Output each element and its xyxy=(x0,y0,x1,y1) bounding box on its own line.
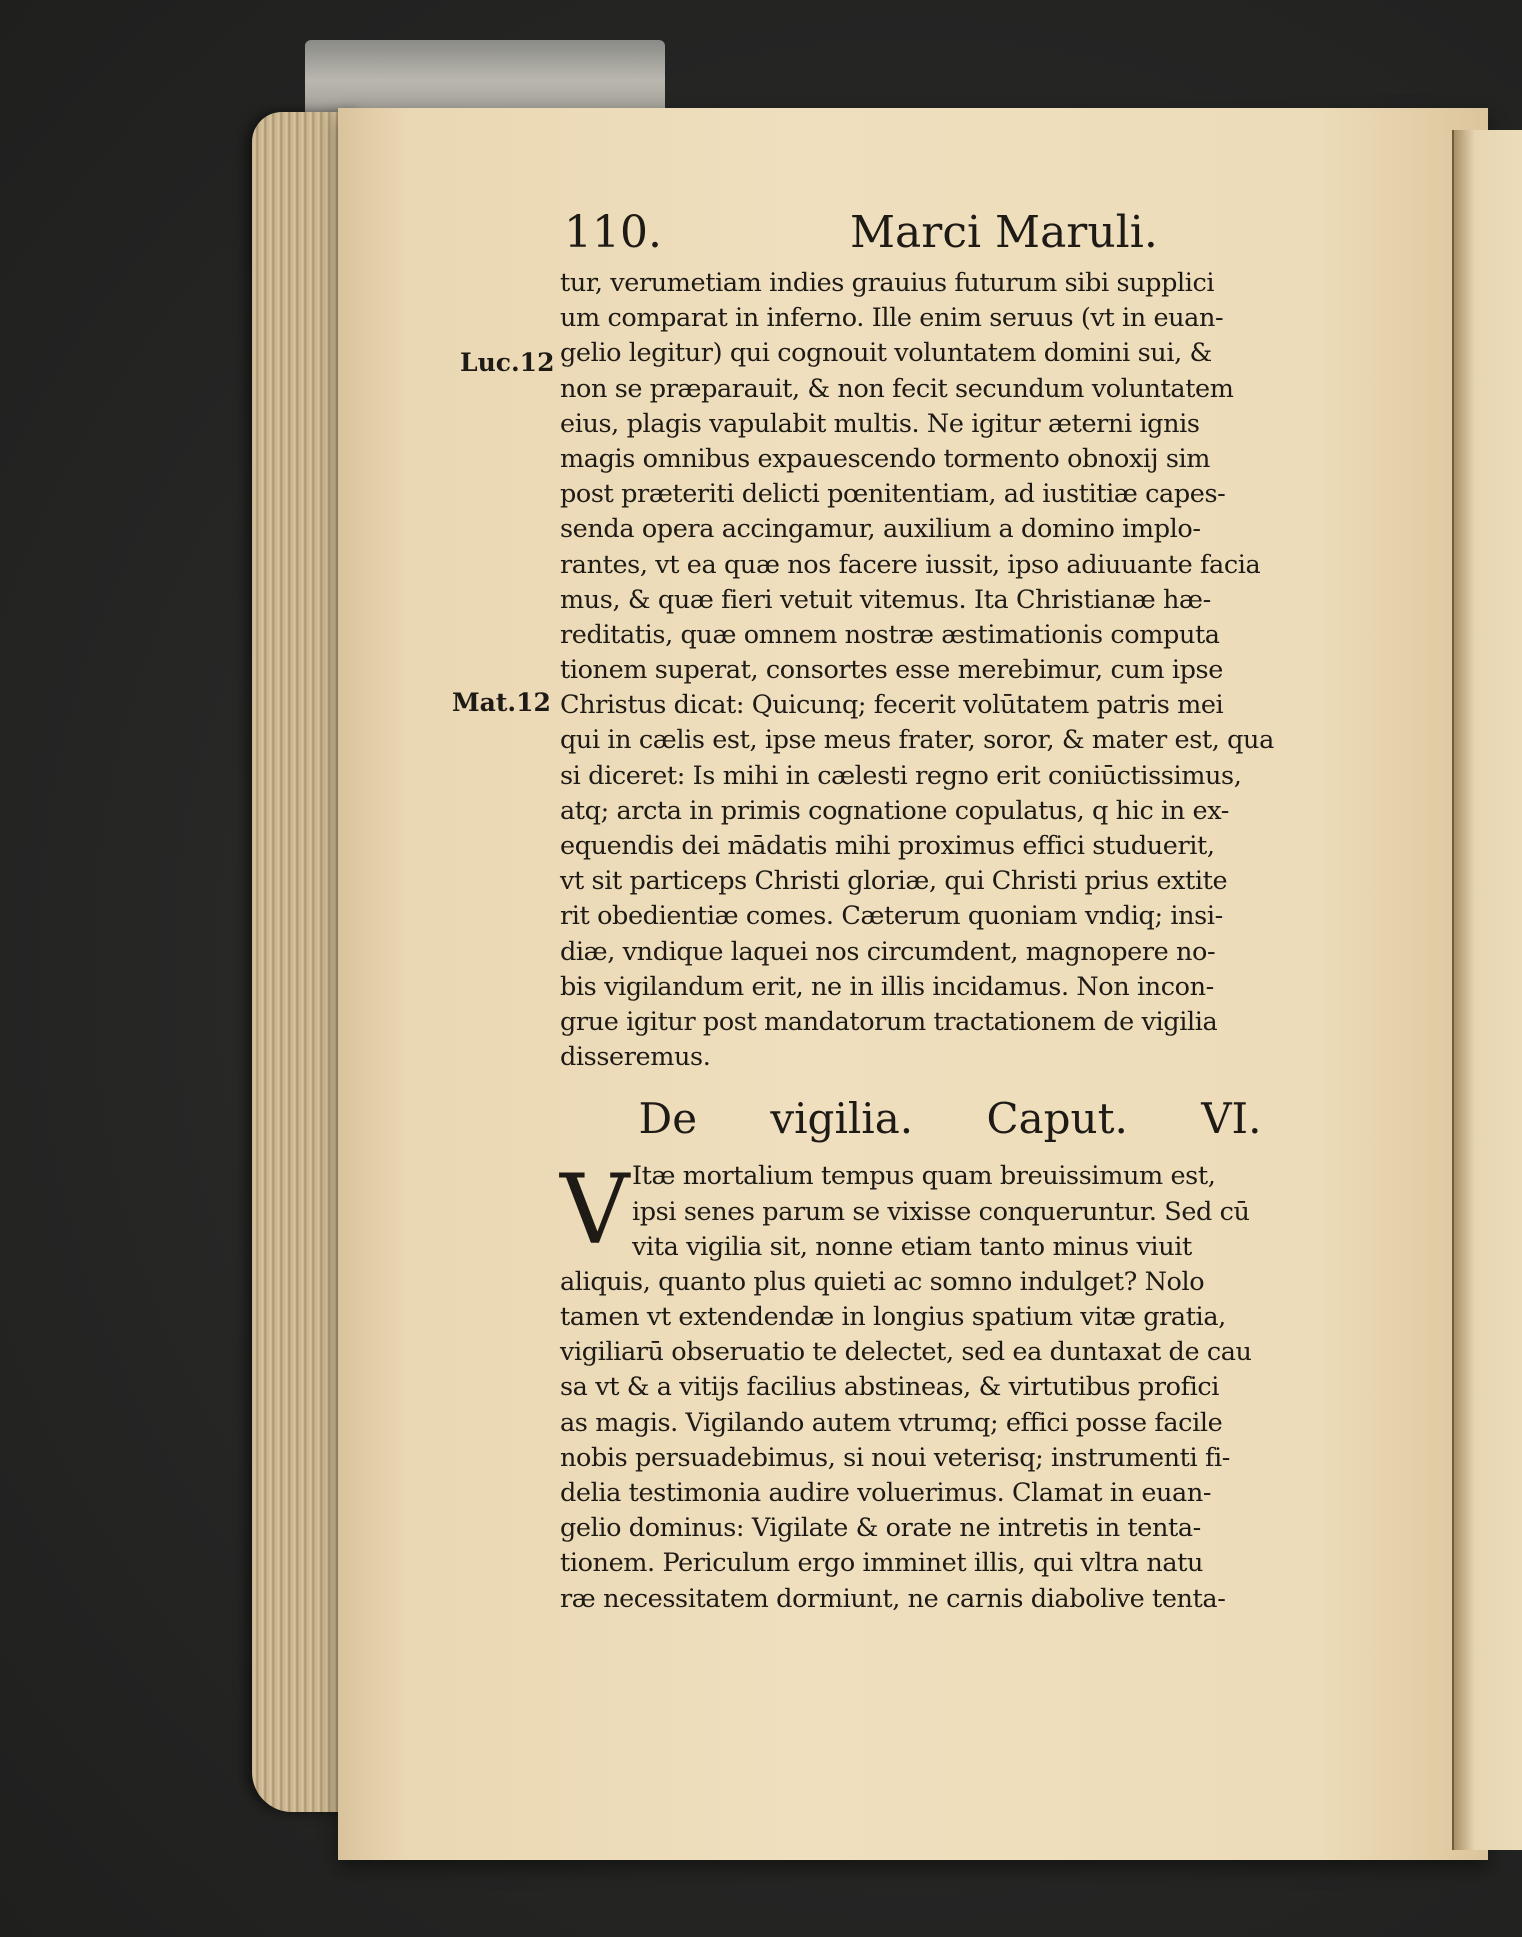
text-line: gelio dominus: Vigilate & orate ne intretis in tenta- xyxy=(560,1513,1201,1544)
text-line: ræ necessitatem dormiunt, ne carnis diabolive tenta- xyxy=(560,1583,1226,1614)
text-line: senda opera accingamur, auxilium a domino implo- xyxy=(560,514,1201,545)
text-line: tur, verumetiam indies grauius futurum sibi supplici xyxy=(560,268,1215,298)
chapter-number: Caput. VI. xyxy=(986,1094,1262,1144)
text-line: vita vigilia sit, nonne etiam tanto minus viuit xyxy=(632,1231,1192,1262)
chapter-paragraph xyxy=(560,1154,1340,1616)
body-paragraph xyxy=(560,266,1340,1075)
text-line: reditatis, quæ omnem nostræ æstimationis computa xyxy=(560,619,1220,650)
text-line: Christus dicat: Quicunq; fecerit volūtatem patris mei xyxy=(560,690,1224,721)
running-head: Marci Maruli. xyxy=(850,207,1158,258)
text-line: qui in cælis est, ipse meus frater, soror, & mater est, qua xyxy=(560,725,1274,756)
text-line: delia testimonia audire voluerimus. Clamat in euan- xyxy=(560,1478,1212,1508)
text-line: grue igitur post mandatorum tractationem de vigilia xyxy=(560,1006,1218,1037)
text-line: um comparat in inferno. Ille enim seruus (vt in euan- xyxy=(560,303,1224,334)
text-line: bis vigilandum erit, ne in illis incidamus. Non incon- xyxy=(560,971,1214,1002)
chapter-title: De vigilia. xyxy=(638,1094,914,1144)
text-line: magis omnibus expauescendo tormento obnoxij sim xyxy=(560,443,1211,474)
chapter-heading xyxy=(560,1079,1340,1159)
page-header xyxy=(560,200,1340,266)
text-line: Itæ mortalium tempus quam breuissimum est, xyxy=(632,1161,1216,1192)
text-line: tionem. Periculum ergo imminet illis, qui vltra natu xyxy=(560,1548,1204,1579)
text-line: disseremus. xyxy=(560,1042,711,1073)
text-line: equendis dei mādatis mihi proximus effici studuerit, xyxy=(560,831,1215,861)
text-line: eius, plagis vapulabit multis. Ne igitur æterni ignis xyxy=(560,408,1200,439)
text-line: rantes, vt ea quæ nos facere iussit, ipso adiuuante facia xyxy=(560,549,1261,580)
text-line: si diceret: Is mihi in cælesti regno erit coniūctissimus, xyxy=(560,760,1242,791)
text-line: gelio legitur) qui cognouit voluntatem domini sui, & xyxy=(560,338,1212,369)
text-line: as magis. Vigilando autem vtrumq; effici posse facile xyxy=(560,1407,1223,1438)
text-line: ipsi senes parum se vixisse conqueruntur. Sed cū xyxy=(632,1196,1250,1227)
text-line: aliquis, quanto plus quieti ac somno indulget? Nolo xyxy=(560,1266,1205,1297)
text-line: diæ, vndique laquei nos circumdent, magnopere no- xyxy=(560,936,1216,967)
text-line: vt sit particeps Christi gloriæ, qui Christi prius extite xyxy=(560,866,1228,897)
text-line: post præteriti delicti pœnitentiam, ad iustitiæ capes- xyxy=(560,479,1226,510)
margin-note-luke: Luc.12 xyxy=(460,348,555,377)
facing-page-edge xyxy=(1452,130,1522,1850)
text-line: tionem superat, consortes esse merebimur, cum ipse xyxy=(560,655,1223,686)
text-line: rit obedientiæ comes. Cæterum quoniam vndiq; insi- xyxy=(560,901,1223,932)
text-line: non se præparauit, & non fecit secundum voluntatem xyxy=(560,373,1234,404)
text-line: vigiliarū obseruatio te delectet, sed ea duntaxat de cau xyxy=(560,1337,1252,1368)
drop-cap: V xyxy=(560,1154,630,1267)
text-line: nobis persuadebimus, si noui veterisq; instrumenti fi- xyxy=(560,1442,1230,1473)
margin-note-matthew: Mat.12 xyxy=(452,688,551,717)
text-line: atq; arcta in primis cognatione copulatus, q hic in ex- xyxy=(560,795,1229,826)
page-text xyxy=(560,200,1340,1617)
page-number: 110. xyxy=(564,207,662,258)
text-line: tamen vt extendendæ in longius spatium vitæ gratia, xyxy=(560,1302,1226,1333)
text-line: sa vt & a vitijs facilius abstineas, & virtutibus profici xyxy=(560,1372,1220,1403)
text-line: mus, & quæ fieri vetuit vitemus. Ita Christianæ hæ- xyxy=(560,584,1211,615)
